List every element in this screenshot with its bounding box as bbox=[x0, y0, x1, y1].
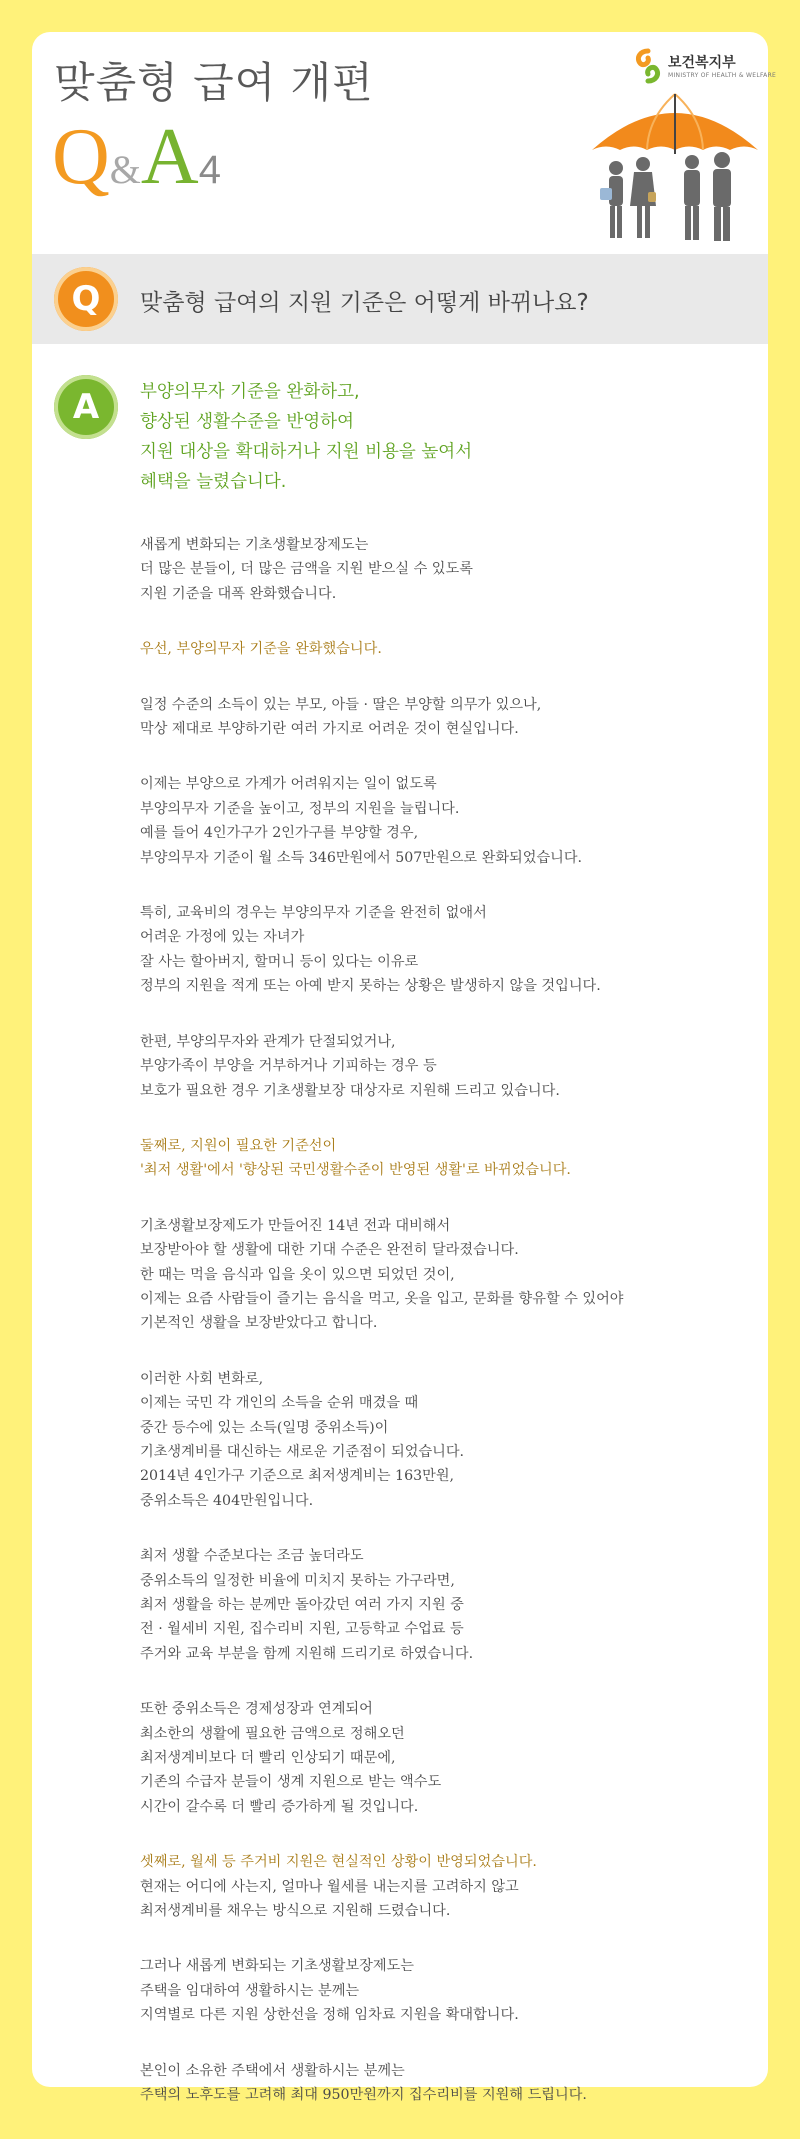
body-paragraph bbox=[140, 1954, 750, 2027]
paragraph-line: 예를 들어 4인가구가 2인가구를 부양할 경우, bbox=[140, 825, 419, 842]
body-paragraph bbox=[140, 533, 750, 606]
paragraph-line: 주택을 임대하여 생활하시는 분께는 bbox=[140, 1982, 360, 1999]
body-paragraph bbox=[140, 1030, 750, 1103]
paragraph-line: 이제는 요즘 사람들이 즐기는 음식을 먹고, 옷을 입고, 문화를 향유할 수 있어야 bbox=[140, 1290, 624, 1307]
paragraph-line: 잘 사는 할아버지, 할머니 등이 있다는 이유로 bbox=[140, 953, 419, 970]
qa-logo-amp: & bbox=[109, 147, 141, 192]
ministry-logo bbox=[632, 48, 777, 88]
body-paragraph bbox=[140, 901, 750, 999]
highlight-paragraph bbox=[140, 1850, 750, 1923]
qa-logo-q: Q bbox=[52, 113, 110, 201]
paragraph-line: 우선, 부양의무자 기준을 완화했습니다. bbox=[140, 641, 382, 658]
paragraph-line: 둘째로, 지원이 필요한 기준선이 bbox=[140, 1137, 337, 1154]
answer-section bbox=[140, 377, 750, 2139]
body-paragraph bbox=[140, 693, 750, 742]
paragraph-line: 새롭게 변화되는 기초생활보장제도는 bbox=[140, 537, 369, 553]
answer-lead bbox=[140, 377, 750, 497]
paragraph-line: 더 많은 분들이, 더 많은 금액을 지원 받으실 수 있도록 bbox=[140, 561, 473, 578]
paragraph-line: 중위소득의 일정한 비율에 미치지 못하는 가구라면, bbox=[140, 1572, 455, 1589]
body-paragraph bbox=[140, 1697, 750, 1819]
paragraph-line: 최저 생활 수준보다는 조금 높더라도 bbox=[140, 1548, 364, 1565]
qa-logo-number: 4 bbox=[198, 148, 221, 192]
paragraph-line: 전 · 월세비 지원, 집수리비 지원, 고등학교 수업료 등 bbox=[140, 1621, 464, 1638]
paragraph-line: 보호가 필요한 경우 기초생활보장 대상자로 지원해 드리고 있습니다. bbox=[140, 1082, 560, 1099]
paragraph-line: 부양의무자 기준을 높이고, 정부의 지원을 늘립니다. bbox=[140, 800, 460, 817]
paragraph-line: 지원 기준을 대폭 완화했습니다. bbox=[140, 585, 337, 602]
answer-lead-line: 혜택을 늘렸습니다. bbox=[140, 472, 287, 492]
paragraph-line: 기초생계비를 대신하는 새로운 기준점이 되었습니다. bbox=[140, 1443, 465, 1460]
answer-badge: A bbox=[54, 375, 118, 439]
paragraph-line: 2014년 4인가구 기준으로 최저생계비는 163만원, bbox=[140, 1468, 455, 1485]
paragraph-line: 시간이 갈수록 더 빨리 증가하게 될 것입니다. bbox=[140, 1798, 419, 1815]
paragraph-line: 한 때는 먹을 음식과 입을 옷이 있으면 되었던 것이, bbox=[140, 1266, 455, 1283]
umbrella-family-illustration bbox=[588, 88, 763, 248]
paragraph-line: 이제는 국민 각 개인의 소득을 순위 매겼을 때 bbox=[140, 1395, 419, 1412]
content-card bbox=[32, 32, 777, 2104]
answer-lead-line: 지원 대상을 확대하거나 지원 비용을 높여서 bbox=[140, 442, 473, 462]
paragraph-line: 어려운 가정에 있는 자녀가 bbox=[140, 929, 305, 946]
answer-body bbox=[140, 533, 750, 2108]
question-badge: Q bbox=[54, 267, 118, 331]
paragraph-line: 최저생계비를 채우는 방식으로 지원해 드렸습니다. bbox=[140, 1903, 451, 1920]
paragraph-line: 특히, 교육비의 경우는 부양의무자 기준을 완전히 없애서 bbox=[140, 905, 487, 922]
paragraph-line: 중간 등수에 있는 소득(일명 중위소득)이 bbox=[140, 1419, 389, 1436]
ministry-subtitle: MINISTRY OF HEALTH & WELFARE bbox=[668, 72, 777, 79]
question-text: 맞춤형 급여의 지원 기준은 어떻게 바뀌나요? bbox=[140, 290, 589, 316]
paragraph-line: 기초생활보장제도가 만들어진 14년 전과 대비해서 bbox=[140, 1217, 451, 1234]
body-paragraph bbox=[140, 1544, 750, 1666]
paragraph-line: 또한 중위소득은 경제성장과 연계되어 bbox=[140, 1701, 373, 1718]
paragraph-line: 최저 생활을 하는 분께만 돌아갔던 여러 가지 지원 중 bbox=[140, 1597, 464, 1613]
paragraph-line: 그러나 새롭게 변화되는 기초생활보장제도는 bbox=[140, 1958, 414, 1975]
body-paragraph bbox=[140, 772, 750, 870]
paragraph-line: 이러한 사회 변화로, bbox=[140, 1370, 264, 1387]
paragraph-line: '최저 생활'에서 '향상된 국민생활수준이 반영된 생활'로 바뀌었습니다. bbox=[140, 1162, 571, 1179]
highlight-paragraph bbox=[140, 637, 750, 661]
ministry-emblem-icon bbox=[632, 48, 664, 84]
paragraph-line: 정부의 지원을 적게 또는 아예 받지 못하는 상황은 발생하지 않을 것입니다. bbox=[140, 978, 601, 995]
paragraph-line: 주택의 노후도를 고려해 최대 950만원까지 집수리비를 지원해 드립니다. bbox=[140, 2087, 587, 2104]
qa-logo-a: A bbox=[140, 113, 199, 201]
qa-logo bbox=[52, 112, 221, 201]
paragraph-line: 주거와 교육 부분을 함께 지원해 드리기로 하였습니다. bbox=[140, 1645, 474, 1662]
highlight-paragraph bbox=[140, 1134, 750, 1183]
question-bar bbox=[32, 254, 768, 344]
paragraph-line: 이제는 부양으로 가계가 어려워지는 일이 없도록 bbox=[140, 776, 437, 793]
answer-lead-line: 향상된 생활수준을 반영하여 bbox=[140, 412, 354, 432]
body-paragraph bbox=[140, 1367, 750, 1513]
paragraph-line: 중위소득은 404만원입니다. bbox=[140, 1492, 314, 1509]
answer-lead-line: 부양의무자 기준을 완화하고, bbox=[140, 382, 360, 402]
paragraph-line: 최소한의 생활에 필요한 금액으로 정해오던 bbox=[140, 1725, 405, 1742]
header bbox=[32, 32, 777, 254]
paragraph-line: 기본적인 생활을 보장받았다고 합니다. bbox=[140, 1315, 378, 1332]
paragraph-line: 보장받아야 할 생활에 대한 기대 수준은 완전히 달라졌습니다. bbox=[140, 1242, 519, 1259]
page-title: 맞춤형 급여 개편 bbox=[54, 58, 374, 107]
paragraph-line: 부양의무자 기준이 월 소득 346만원에서 507만원으로 완화되었습니다. bbox=[140, 849, 583, 866]
body-paragraph bbox=[140, 1214, 750, 1336]
paragraph-line: 한편, 부양의무자와 관계가 단절되었거나, bbox=[140, 1033, 396, 1050]
paragraph-line: 지역별로 다른 지원 상한선을 정해 임차료 지원을 확대합니다. bbox=[140, 2007, 519, 2024]
paragraph-line: 본인이 소유한 주택에서 생활하시는 분께는 bbox=[140, 2062, 405, 2079]
paragraph-line: 막상 제대로 부양하기란 여러 가지로 어려운 것이 현실입니다. bbox=[140, 721, 519, 738]
ministry-name: 보건복지부 bbox=[668, 55, 736, 71]
body-paragraph bbox=[140, 2059, 750, 2108]
paragraph-line: 부양가족이 부양을 거부하거나 기피하는 경우 등 bbox=[140, 1058, 437, 1075]
paragraph-line: 최저생계비보다 더 빨리 인상되기 때문에, bbox=[140, 1750, 396, 1767]
paragraph-line: 셋째로, 월세 등 주거비 지원은 현실적인 상황이 반영되었습니다. bbox=[140, 1854, 537, 1871]
paragraph-line: 현재는 어디에 사는지, 얼마나 월세를 내는지를 고려하지 않고 bbox=[140, 1878, 519, 1895]
paragraph-line: 일정 수준의 소득이 있는 부모, 아들 · 딸은 부양할 의무가 있으나, bbox=[140, 696, 542, 713]
paragraph-line: 기존의 수급자 분들이 생계 지원으로 받는 액수도 bbox=[140, 1774, 442, 1791]
